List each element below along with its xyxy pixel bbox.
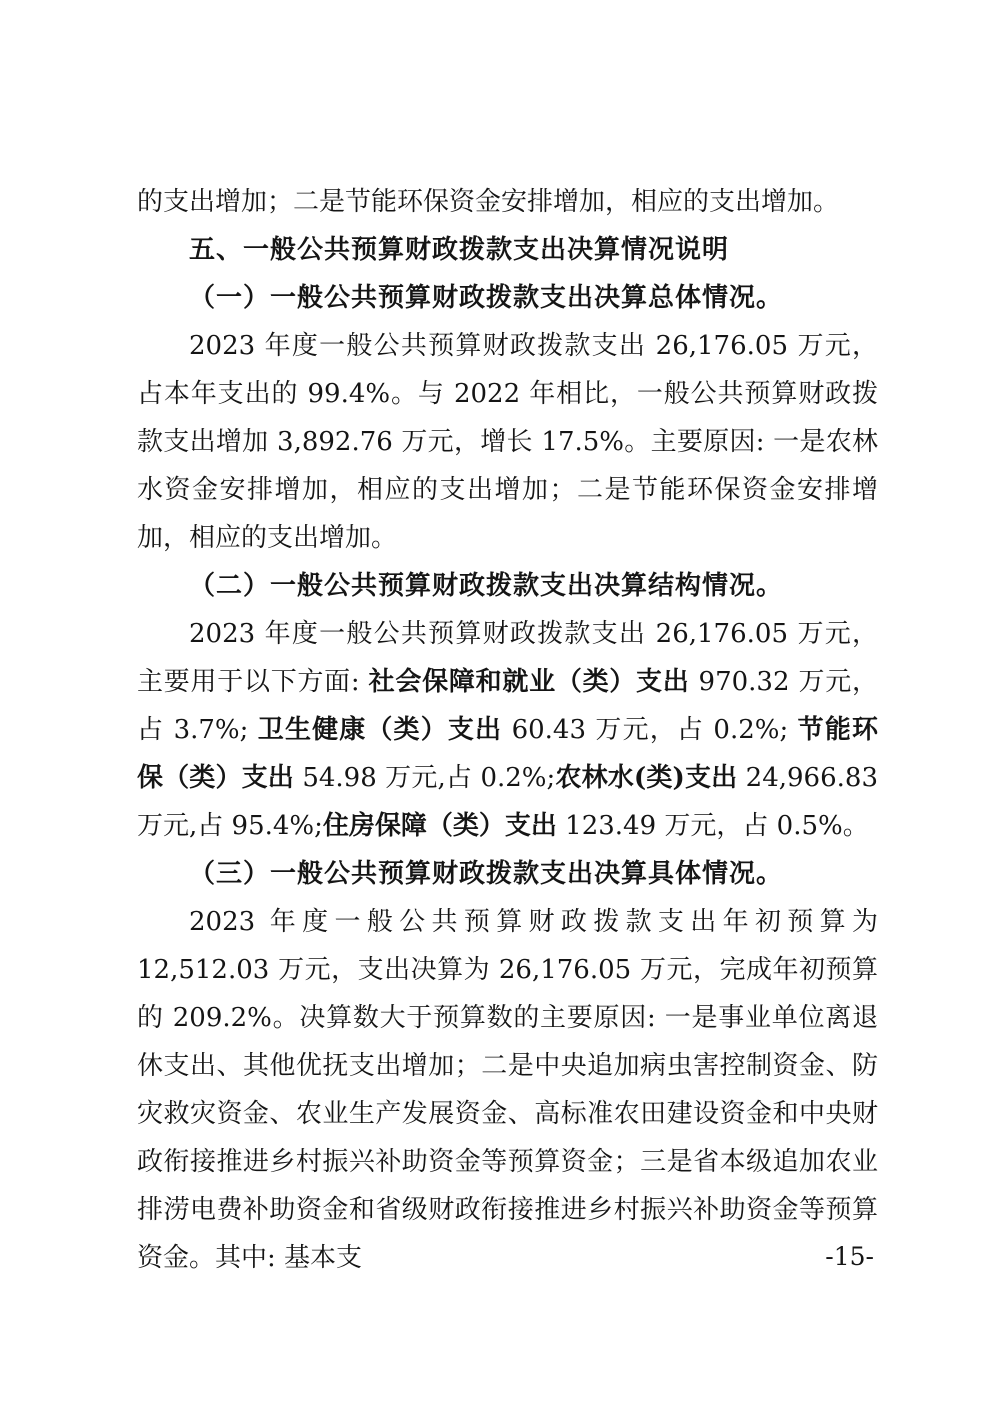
text-run: 970.32 万元，占 3.7%; bbox=[137, 667, 878, 745]
document-body bbox=[137, 178, 878, 1282]
text-run: 2023 年度一般公共预算财政拨款支出 26,176.05 万元，主要用于以下方面: bbox=[137, 619, 878, 697]
section-heading bbox=[137, 226, 878, 274]
emphasis-text-run: （一）一般公共预算财政拨款支出决算总体情况。 bbox=[189, 283, 784, 313]
text-run: 54.98 万元,占 0.2%; bbox=[293, 763, 556, 793]
section-heading bbox=[137, 850, 878, 898]
emphasis-text-run: 住房保障（类）支出 bbox=[322, 811, 557, 841]
emphasis-text-run: 五、一般公共预算财政拨款支出决算情况说明 bbox=[189, 235, 730, 265]
emphasis-text-run: （三）一般公共预算财政拨款支出决算具体情况。 bbox=[189, 859, 784, 889]
section-heading bbox=[137, 274, 878, 322]
paragraph bbox=[137, 322, 878, 562]
emphasis-text-run: 农林水(类)支出 bbox=[555, 763, 738, 793]
text-run: 24,966.83 万元,占 95.4%; bbox=[137, 763, 878, 841]
emphasis-text-run: 卫生健康（类）支出 bbox=[257, 715, 503, 745]
section-heading bbox=[137, 562, 878, 610]
text-run: 2023 年度一般公共预算财政拨款支出年初预算为 12,512.03 万元，支出决算为 26,176.05 万元，完成年初预算的 209.2%。决算数大于预算数的主要原因: 一是事业单位离退休支出、其他优抚支出增加；二是中央追加病虫害控制资金、防灾救灾资金、农业生产发展资金、高标准农田建设资金和中央财政衔接推进乡村振兴补助资金等预算资金；三是省本级追加农业排涝电费补助资金和省级财政衔接推进乡村振兴补助资金等预算资金。其中: 基本支 bbox=[137, 907, 878, 1273]
paragraph bbox=[137, 898, 878, 1282]
emphasis-text-run: （二）一般公共预算财政拨款支出决算结构情况。 bbox=[189, 571, 784, 601]
text-run: 的支出增加；二是节能环保资金安排增加，相应的支出增加。 bbox=[137, 187, 840, 217]
text-run: 123.49 万元，占 0.5%。 bbox=[556, 811, 869, 841]
page-number: -15- bbox=[825, 1242, 874, 1271]
paragraph bbox=[137, 610, 878, 850]
emphasis-text-run: 节能环保（类）支出 bbox=[137, 715, 878, 793]
text-run: 2023 年度一般公共预算财政拨款支出 26,176.05 万元，占本年支出的 99.4%。与 2022 年相比，一般公共预算财政拨款支出增加 3,892.76 万元，增长 17.5%。主要原因: 一是农林水资金安排增加，相应的支出增加；二是节能环保资金安排增加，相应的支出增加。 bbox=[137, 331, 878, 553]
emphasis-text-run: 社会保障和就业（类）支出 bbox=[368, 667, 690, 697]
text-run: 60.43 万元，占 0.2%; bbox=[502, 715, 798, 745]
paragraph bbox=[137, 178, 878, 226]
